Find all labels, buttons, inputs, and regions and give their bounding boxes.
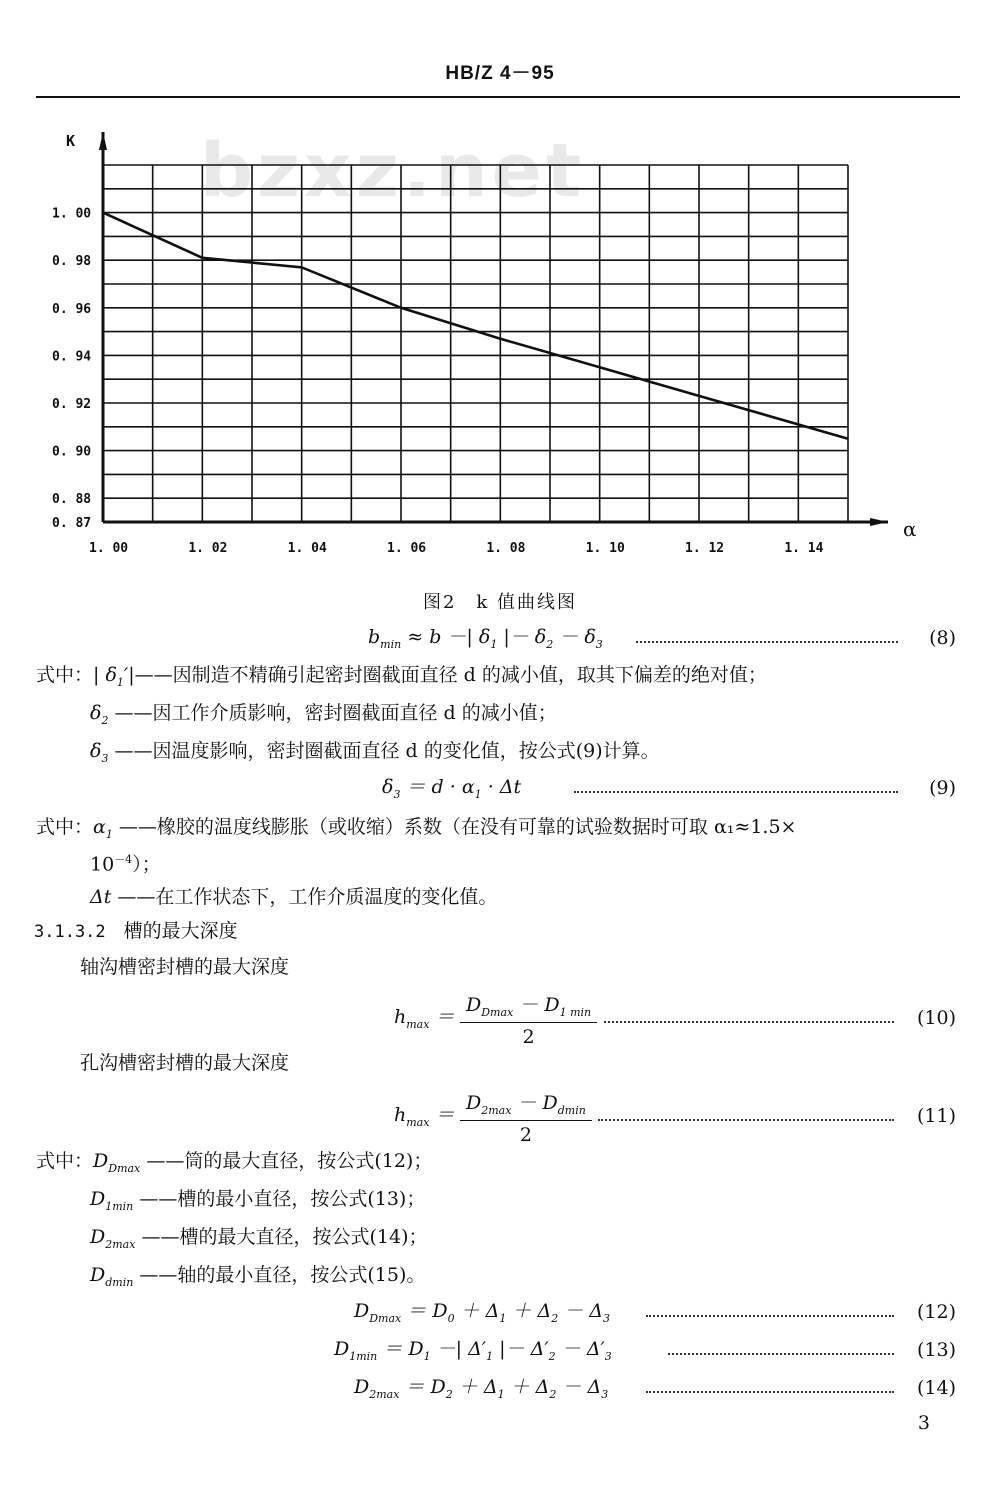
- x-tick-label: 1. 06: [387, 541, 427, 556]
- x-tick-label: 1. 12: [685, 541, 725, 556]
- leader-dots: [646, 1391, 894, 1393]
- y-tick-label: 1. 00: [52, 206, 92, 222]
- leader-dots: [604, 1021, 894, 1023]
- chart-grid: [103, 165, 848, 522]
- y-tick-label: 0. 88: [52, 492, 92, 508]
- where-label: 式中：: [36, 1150, 94, 1172]
- where-label: 式中：: [36, 816, 94, 838]
- equation-13-number: (13): [916, 1339, 956, 1361]
- equation-10-denominator: 2: [522, 1025, 535, 1048]
- where-line-d3: $\delta_3$ ——因温度影响，密封圈截面直径 d 的变化值，按公式(9)计算。: [90, 740, 660, 765]
- equation-10-lhs: $h_{max}$ ＝: [394, 1006, 455, 1031]
- section-number: 3.1.3.2: [34, 922, 106, 942]
- y-tick-label: 0. 92: [52, 397, 92, 412]
- x-tick-label: 1. 10: [585, 541, 625, 556]
- where-line-d2max: $D_{2max}$ ——槽的最大直径，按公式(14)；: [90, 1226, 428, 1251]
- leader-dots: [598, 1119, 894, 1121]
- x-tick-label: 1. 04: [287, 541, 327, 556]
- y-tick-label: 0. 96: [52, 301, 92, 317]
- a1-definition: ——橡胶的温度线膨胀（或收缩）系数（在没有可靠的试验数据时可取 α₁≈1.5×: [118, 816, 797, 838]
- x-tick-label: 1. 02: [188, 541, 228, 556]
- y-tick-label: 0. 94: [52, 349, 92, 365]
- header-rule: [36, 96, 960, 98]
- leader-dots: [574, 791, 898, 793]
- a1-definition-continued: $10^{-4}$）；: [90, 853, 161, 876]
- where-line-d1min: $D_{1min}$ ——槽的最小直径，按公式(13)；: [90, 1188, 426, 1213]
- equation-10-number: (10): [916, 1007, 956, 1029]
- y-tick-label: 0. 90: [52, 444, 92, 460]
- x-axis-label: α: [903, 517, 917, 541]
- y-axis-label: K: [66, 132, 76, 150]
- equation-10-fraction: $D_{Dmax} - D_{1 min}$ 2: [460, 990, 597, 1048]
- where-line-d1: 式中：| $\delta_1'|——$因制造不精确引起密封圈截面直径 d 的减小值，取其下偏差的绝对值；: [36, 664, 767, 689]
- k-curve-series: [103, 213, 848, 439]
- equation-11-lhs: $h_{max}$ ＝: [394, 1104, 455, 1129]
- x-axis-arrow: [870, 518, 888, 526]
- where-line-dt: Δt ——在工作状态下，工作介质温度的变化值。: [90, 886, 498, 908]
- leader-dots: [668, 1353, 894, 1355]
- where-line-dd: 式中：$D_{Dmax}$ ——筒的最大直径，按公式(12)；: [36, 1150, 433, 1175]
- chart-axes: [99, 132, 888, 526]
- shaft-groove-title: 轴沟槽密封槽的最大深度: [80, 956, 290, 978]
- figure-caption: 图2 k 值曲线图: [422, 592, 578, 613]
- equation-13: $D_{1min} = D_1$ －| $\Delta'_1$ |－ $\Delta'_2 - \Delta'_3$: [334, 1338, 612, 1363]
- x-tick-label: 1. 00: [89, 541, 129, 556]
- d2-definition: ——因工作介质影响，密封圈截面直径 d 的减小值；: [114, 702, 557, 724]
- watermark: bzxz.net: [200, 128, 586, 214]
- d1-definition: ——因制造不精确引起密封圈截面直径 d 的减小值，取其下偏差的绝对值；: [134, 664, 767, 686]
- page-number: 3: [917, 1412, 930, 1434]
- equation-14: $D_{2max} = D_2 + \Delta_1 + \Delta_2 - \Delta_3$: [354, 1376, 609, 1401]
- section-title: 槽的最大深度: [123, 920, 238, 942]
- equation-8-number: (8): [929, 627, 956, 649]
- where-label: 式中：: [36, 664, 94, 686]
- equation-12: $D_{Dmax} = D_0 + \Delta_1 + \Delta_2 - \Delta_3$: [354, 1300, 611, 1325]
- ddmin-definition: ——轴的最小直径，按公式(15)。: [139, 1264, 426, 1286]
- dt-definition: ——在工作状态下，工作介质温度的变化值。: [117, 886, 498, 908]
- document-header: HB/Z 4－95: [445, 63, 555, 84]
- x-tick-label: 1. 08: [486, 541, 526, 556]
- leader-dots: [646, 1315, 894, 1317]
- y-tick-label: 0. 87: [52, 516, 92, 531]
- d2max-definition: ——槽的最大直径，按公式(14)；: [141, 1226, 428, 1248]
- chart-tick-labels: [52, 207, 824, 556]
- d3-definition: ——因温度影响，密封圈截面直径 d 的变化值，按公式(9)计算。: [114, 740, 660, 762]
- where-line-ddmin: $D_{dmin}$ ——轴的最小直径，按公式(15)。: [90, 1264, 426, 1289]
- x-tick-label: 1. 14: [784, 541, 824, 556]
- equation-9-number: (9): [929, 777, 956, 799]
- hole-groove-title: 孔沟槽密封槽的最大深度: [80, 1052, 290, 1074]
- equation-11-denominator: 2: [519, 1123, 532, 1146]
- where-line-d2: $\delta_2$ ——因工作介质影响，密封圈截面直径 d 的减小值；: [90, 702, 557, 727]
- equation-14-number: (14): [916, 1377, 956, 1399]
- dd-definition: ——筒的最大直径，按公式(12)；: [146, 1150, 433, 1172]
- equation-9: $\delta_3 = d \cdot \alpha_1 \cdot \Delta t$: [382, 776, 522, 801]
- d1min-definition: ——槽的最小直径，按公式(13)；: [139, 1188, 426, 1210]
- equation-8: $b_{min} \approx b$ －| $\delta_1$ |－ $\delta_2 - \delta_3$: [368, 626, 603, 651]
- y-tick-label: 0. 98: [52, 254, 92, 270]
- equation-12-number: (12): [916, 1301, 956, 1323]
- equation-11-number: (11): [916, 1105, 956, 1127]
- where-line-a1: 式中：$\alpha_1$ ——橡胶的温度线膨胀（或收缩）系数（在没有可靠的试验数据时可取 α₁≈1.5×: [36, 816, 797, 841]
- leader-dots: [636, 641, 898, 643]
- equation-11-fraction: $D_{2max} - D_{dmin}$ 2: [460, 1088, 592, 1146]
- y-axis-arrow: [99, 132, 107, 150]
- k-value-chart: [0, 110, 1000, 580]
- section-heading: [34, 922, 238, 941]
